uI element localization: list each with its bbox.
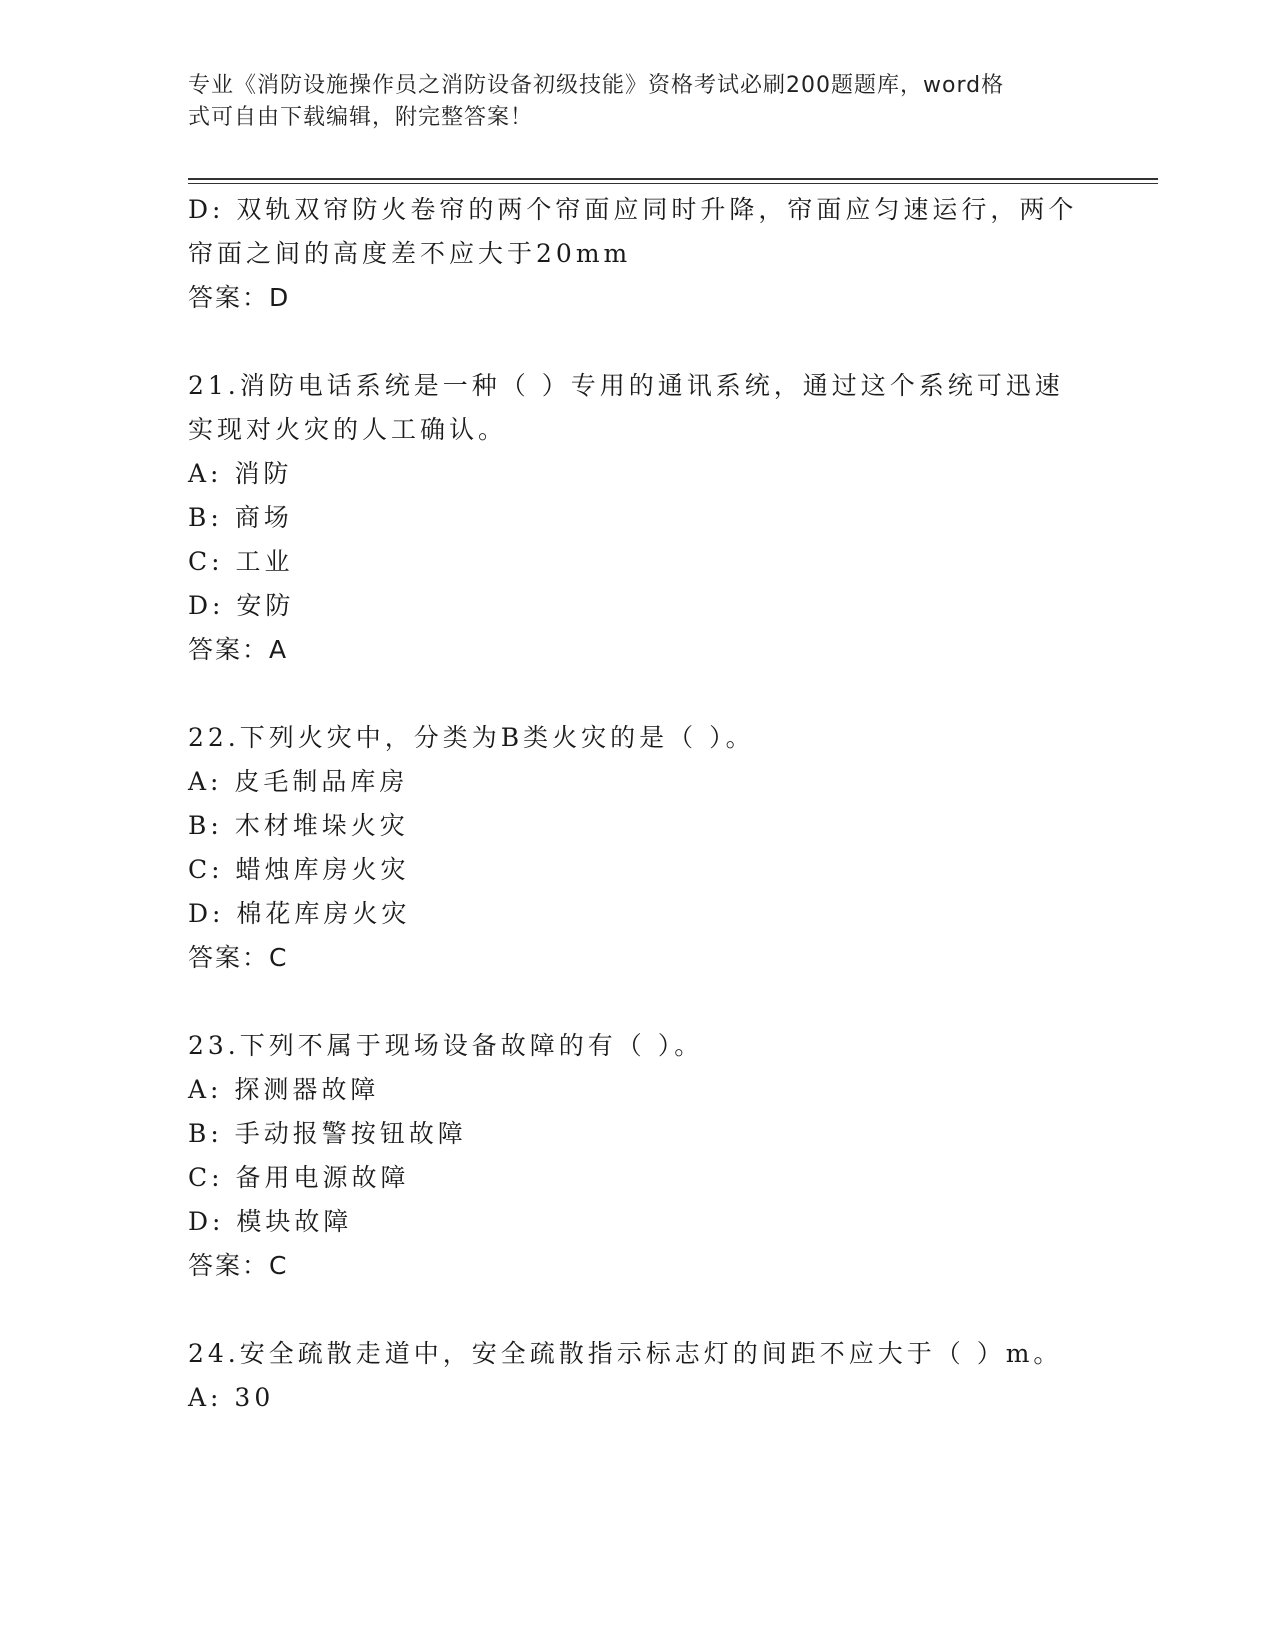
option-d: D: 双轨双帘防火卷帘的两个帘面应同时升降，帘面应匀速运行，两个 [188, 195, 1078, 224]
spacer [188, 1288, 1088, 1332]
question-22 [188, 716, 1088, 980]
option-b: B: 手动报警按钮故障 [188, 1119, 467, 1148]
header-divider-thin [188, 183, 1158, 184]
header-line-1: 专业《消防设施操作员之消防设备初级技能》资格考试必刷200题题库，word格 [188, 73, 1005, 98]
option-d: D: 棉花库房火灾 [188, 899, 411, 928]
option-a: A: 皮毛制品库房 [188, 767, 409, 796]
option-d: D: 模块故障 [188, 1207, 353, 1236]
header-divider-thick [188, 178, 1158, 180]
option-d-continued: 帘面之间的高度差不应大于20mm [188, 239, 632, 268]
document-header [188, 70, 1068, 134]
question-21 [188, 364, 1088, 672]
option-c: C: 备用电源故障 [188, 1163, 410, 1192]
option-c: C: 工业 [188, 547, 294, 576]
question-stem-continued: 实现对火灾的人工确认。 [188, 415, 508, 444]
option-b: B: 商场 [188, 503, 293, 532]
option-a: A: 30 [188, 1383, 275, 1412]
previous-question-block [188, 188, 1088, 320]
option-a: A: 探测器故障 [188, 1075, 380, 1104]
spacer [188, 320, 1088, 364]
question-23 [188, 1024, 1088, 1288]
option-c: C: 蜡烛库房火灾 [188, 855, 410, 884]
option-a: A: 消防 [188, 459, 293, 488]
question-stem: 23.下列不属于现场设备故障的有（ ）。 [188, 1031, 704, 1060]
question-stem: 24.安全疏散走道中，安全疏散指示标志灯的间距不应大于（ ）m。 [188, 1339, 1063, 1368]
answer-line: 答案：C [188, 1251, 289, 1280]
header-line-2: 式可自由下载编辑，附完整答案！ [188, 105, 534, 130]
question-24 [188, 1332, 1088, 1420]
question-stem: 22.下列火灾中，分类为B类火灾的是（ ）。 [188, 723, 755, 752]
question-stem: 21.消防电话系统是一种（ ）专用的通讯系统，通过这个系统可迅速 [188, 371, 1064, 400]
option-d: D: 安防 [188, 591, 295, 620]
answer-line: 答案：C [188, 943, 289, 972]
question-content [188, 188, 1088, 1420]
answer-line: 答案：A [188, 635, 289, 664]
answer-line: 答案：D [188, 283, 291, 312]
spacer [188, 672, 1088, 716]
option-b: B: 木材堆垛火灾 [188, 811, 409, 840]
spacer [188, 980, 1088, 1024]
